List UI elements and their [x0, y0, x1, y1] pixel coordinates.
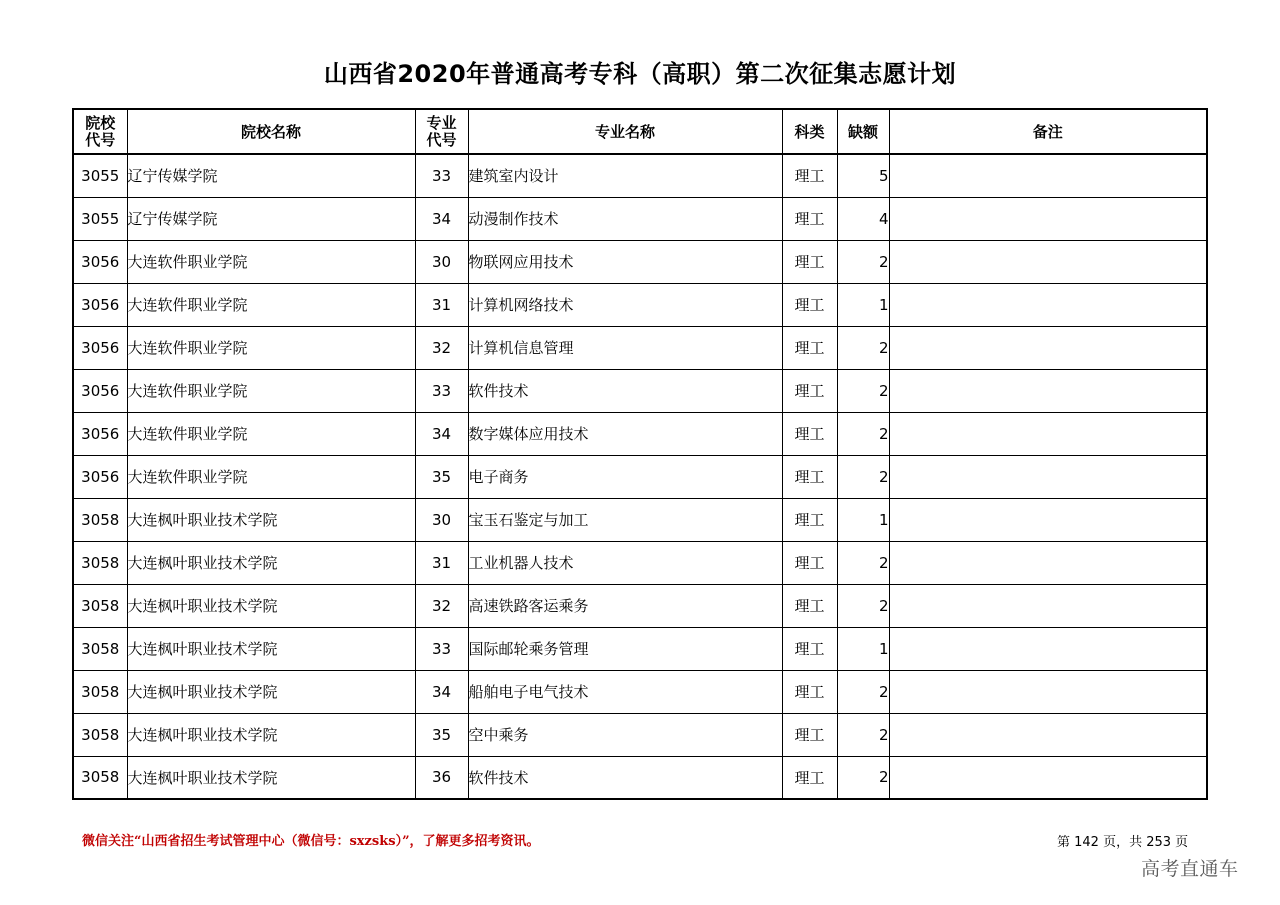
cell-major-code: 32	[415, 584, 468, 627]
table-row	[73, 627, 1207, 670]
cell-school-name: 大连枫叶职业技术学院	[127, 756, 415, 799]
cell-category: 理工	[782, 670, 837, 713]
cell-major-code: 33	[415, 369, 468, 412]
cell-major-code: 34	[415, 412, 468, 455]
cell-major-code: 32	[415, 326, 468, 369]
cell-major-code: 36	[415, 756, 468, 799]
cell-school-name: 大连软件职业学院	[127, 326, 415, 369]
cell-category: 理工	[782, 541, 837, 584]
cell-vacancy: 2	[837, 670, 889, 713]
page-title: 山西省2020年普通高考专科（高职）第二次征集志愿计划	[323, 60, 957, 88]
cell-school-code: 3058	[73, 584, 127, 627]
cell-category: 理工	[782, 412, 837, 455]
cell-major-name: 宝玉石鉴定与加工	[468, 498, 782, 541]
table-row	[73, 584, 1207, 627]
cell-school-name: 辽宁传媒学院	[127, 154, 415, 197]
header-school-name: 院校名称	[127, 109, 415, 154]
cell-major-name: 计算机网络技术	[468, 283, 782, 326]
cell-school-name: 大连软件职业学院	[127, 240, 415, 283]
cell-remark	[889, 197, 1207, 240]
table-row	[73, 756, 1207, 799]
cell-major-code: 33	[415, 154, 468, 197]
cell-school-name: 辽宁传媒学院	[127, 197, 415, 240]
cell-major-name: 计算机信息管理	[468, 326, 782, 369]
cell-school-code: 3056	[73, 283, 127, 326]
cell-vacancy: 1	[837, 627, 889, 670]
table-row	[73, 283, 1207, 326]
footer-page-info: 第 142 页，共 253 页	[1057, 835, 1189, 850]
cell-category: 理工	[782, 627, 837, 670]
cell-school-name: 大连软件职业学院	[127, 369, 415, 412]
cell-school-name: 大连枫叶职业技术学院	[127, 584, 415, 627]
table-body	[73, 154, 1207, 799]
cell-vacancy: 2	[837, 240, 889, 283]
cell-vacancy: 2	[837, 584, 889, 627]
cell-remark	[889, 240, 1207, 283]
cell-vacancy: 1	[837, 498, 889, 541]
cell-category: 理工	[782, 498, 837, 541]
cell-vacancy: 1	[837, 283, 889, 326]
cell-remark	[889, 756, 1207, 799]
header-major-code	[415, 109, 468, 154]
cell-category: 理工	[782, 240, 837, 283]
cell-remark	[889, 455, 1207, 498]
watermark-text: 高考直通车	[1141, 858, 1239, 880]
cell-category: 理工	[782, 154, 837, 197]
cell-major-name: 物联网应用技术	[468, 240, 782, 283]
cell-major-name: 动漫制作技术	[468, 197, 782, 240]
cell-remark	[889, 369, 1207, 412]
table-header-row	[73, 109, 1207, 154]
cell-category: 理工	[782, 713, 837, 756]
cell-vacancy: 2	[837, 326, 889, 369]
cell-school-name: 大连枫叶职业技术学院	[127, 627, 415, 670]
cell-remark	[889, 154, 1207, 197]
cell-vacancy: 2	[837, 455, 889, 498]
cell-school-code: 3058	[73, 756, 127, 799]
cell-school-name: 大连枫叶职业技术学院	[127, 670, 415, 713]
table-row	[73, 240, 1207, 283]
cell-major-name: 高速铁路客运乘务	[468, 584, 782, 627]
table-row	[73, 541, 1207, 584]
cell-school-code: 3058	[73, 670, 127, 713]
cell-remark	[889, 283, 1207, 326]
cell-school-name: 大连软件职业学院	[127, 283, 415, 326]
cell-school-code: 3056	[73, 240, 127, 283]
cell-category: 理工	[782, 756, 837, 799]
table-row	[73, 498, 1207, 541]
cell-major-code: 31	[415, 283, 468, 326]
cell-major-code: 31	[415, 541, 468, 584]
header-major-code-line1: 专业	[426, 113, 457, 132]
cell-school-code: 3058	[73, 541, 127, 584]
cell-school-code: 3058	[73, 627, 127, 670]
cell-school-code: 3055	[73, 154, 127, 197]
cell-major-name: 工业机器人技术	[468, 541, 782, 584]
cell-vacancy: 2	[837, 369, 889, 412]
plan-table	[72, 108, 1208, 800]
cell-school-code: 3058	[73, 713, 127, 756]
cell-remark	[889, 670, 1207, 713]
cell-vacancy: 2	[837, 713, 889, 756]
header-school-code-line2: 代号	[85, 130, 116, 149]
cell-school-code: 3056	[73, 455, 127, 498]
table-row	[73, 455, 1207, 498]
footer-wechat-note: 微信关注“山西省招生考试管理中心（微信号：sxzsks）”，了解更多招考资讯。	[82, 834, 540, 849]
cell-category: 理工	[782, 197, 837, 240]
cell-category: 理工	[782, 369, 837, 412]
header-school-code-line1: 院校	[85, 113, 116, 132]
cell-vacancy: 5	[837, 154, 889, 197]
cell-category: 理工	[782, 584, 837, 627]
cell-category: 理工	[782, 283, 837, 326]
cell-vacancy: 4	[837, 197, 889, 240]
cell-school-name: 大连软件职业学院	[127, 412, 415, 455]
cell-major-code: 30	[415, 498, 468, 541]
table-row	[73, 154, 1207, 197]
table-row	[73, 713, 1207, 756]
cell-major-code: 35	[415, 713, 468, 756]
header-major-code-line2: 代号	[426, 130, 457, 149]
cell-major-code: 34	[415, 670, 468, 713]
cell-vacancy: 2	[837, 541, 889, 584]
header-vacancy: 缺额	[837, 109, 889, 154]
cell-remark	[889, 584, 1207, 627]
cell-school-name: 大连枫叶职业技术学院	[127, 541, 415, 584]
table-row	[73, 369, 1207, 412]
cell-category: 理工	[782, 326, 837, 369]
cell-vacancy: 2	[837, 756, 889, 799]
header-remark: 备注	[889, 109, 1207, 154]
cell-school-name: 大连枫叶职业技术学院	[127, 713, 415, 756]
cell-category: 理工	[782, 455, 837, 498]
cell-school-code: 3058	[73, 498, 127, 541]
cell-vacancy: 2	[837, 412, 889, 455]
cell-remark	[889, 627, 1207, 670]
table-row	[73, 197, 1207, 240]
table-row	[73, 412, 1207, 455]
cell-major-code: 30	[415, 240, 468, 283]
cell-major-code: 33	[415, 627, 468, 670]
cell-major-name: 数字媒体应用技术	[468, 412, 782, 455]
cell-remark	[889, 412, 1207, 455]
cell-major-name: 电子商务	[468, 455, 782, 498]
cell-school-code: 3056	[73, 326, 127, 369]
cell-school-name: 大连枫叶职业技术学院	[127, 498, 415, 541]
cell-major-name: 软件技术	[468, 369, 782, 412]
cell-remark	[889, 326, 1207, 369]
cell-school-code: 3056	[73, 412, 127, 455]
cell-major-name: 空中乘务	[468, 713, 782, 756]
cell-major-name: 国际邮轮乘务管理	[468, 627, 782, 670]
header-category: 科类	[782, 109, 837, 154]
cell-major-code: 35	[415, 455, 468, 498]
cell-remark	[889, 498, 1207, 541]
cell-major-name: 船舶电子电气技术	[468, 670, 782, 713]
cell-remark	[889, 541, 1207, 584]
cell-school-code: 3055	[73, 197, 127, 240]
cell-school-name: 大连软件职业学院	[127, 455, 415, 498]
header-school-code	[73, 109, 127, 154]
cell-school-code: 3056	[73, 369, 127, 412]
cell-major-code: 34	[415, 197, 468, 240]
cell-remark	[889, 713, 1207, 756]
table-row	[73, 670, 1207, 713]
cell-major-name: 建筑室内设计	[468, 154, 782, 197]
table-row	[73, 326, 1207, 369]
cell-major-name: 软件技术	[468, 756, 782, 799]
header-major-name: 专业名称	[468, 109, 782, 154]
